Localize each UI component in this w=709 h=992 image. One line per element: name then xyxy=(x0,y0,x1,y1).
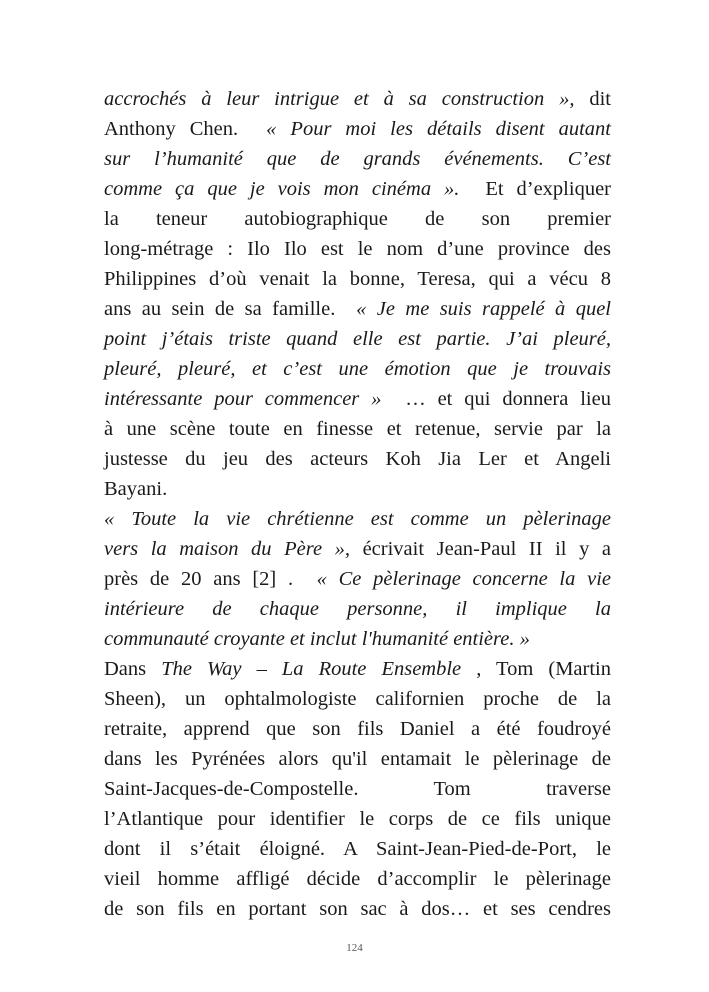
text-segment: vieil homme affligé décide d’accomplir le pèlerinage xyxy=(104,868,611,890)
italic-segment: accrochés à leur intrigue et à sa construction », xyxy=(104,88,575,110)
text-line xyxy=(104,264,611,294)
text-line xyxy=(104,744,611,774)
text-line xyxy=(104,444,611,474)
text-line xyxy=(104,504,611,534)
text-line xyxy=(104,414,611,444)
text-segment: dans les Pyrénées alors qu'il entamait le pèlerinage de xyxy=(104,748,611,770)
italic-segment: vers la maison du Père », xyxy=(104,538,351,560)
text-segment: l’Atlantique pour identifier le corps de ce fils unique xyxy=(104,808,611,830)
italic-segment: « Ce pèlerinage concerne la vie xyxy=(316,568,612,590)
text-line xyxy=(104,564,611,594)
italic-segment: The Way – La Route Ensemble xyxy=(161,658,462,680)
italic-segment: point j’étais triste quand elle est partie. J’ai pleuré, xyxy=(104,328,611,350)
italic-segment: intéressante pour commencer » xyxy=(104,388,382,410)
italic-segment: intérieure de chaque personne, il implique la xyxy=(104,598,611,620)
text-line xyxy=(104,144,611,174)
text-segment: Et d’expliquer xyxy=(459,178,611,200)
text-line xyxy=(104,864,611,894)
text-line xyxy=(104,294,611,324)
text-line xyxy=(104,834,611,864)
text-segment: Sheen), un ophtalmologiste californien proche de la xyxy=(104,688,611,710)
text-line xyxy=(104,534,611,564)
text-segment: à une scène toute en finesse et retenue, servie par la xyxy=(104,418,611,440)
italic-segment: sur l’humanité que de grands événements. C’est xyxy=(104,148,611,170)
italic-segment: communauté croyante et inclut l'humanité entière. » xyxy=(104,628,530,650)
text-line xyxy=(104,714,611,744)
text-segment: dont il s’était éloigné. A Saint-Jean-Pied-de-Port, le xyxy=(104,838,611,860)
text-line xyxy=(104,174,611,204)
text-segment: de son fils en portant son sac à dos… et ses cendres xyxy=(104,898,611,920)
text-segment: long-métrage : Ilo Ilo est le nom d’une province des xyxy=(104,238,611,260)
italic-segment: pleuré, pleuré, et c’est une émotion que je trouvais xyxy=(104,358,611,380)
page-body xyxy=(104,84,611,924)
text-segment: dit xyxy=(574,88,611,110)
text-line xyxy=(104,594,611,624)
text-line xyxy=(104,324,611,354)
text-line xyxy=(104,114,611,144)
text-segment: Bayani. xyxy=(104,478,168,500)
text-segment: écrivait Jean-Paul II il y a xyxy=(350,538,612,560)
italic-segment: « Toute la vie chrétienne est comme un pèlerinage xyxy=(104,508,611,530)
text-line xyxy=(104,84,611,114)
text-line xyxy=(104,804,611,834)
text-segment: Philippines d’où venait la bonne, Teresa, qui a vécu 8 xyxy=(104,268,611,290)
page-number: 124 xyxy=(346,942,363,954)
text-segment: Dans xyxy=(104,658,162,680)
text-line xyxy=(104,894,611,924)
text-segment: Saint-Jacques-de-Compostelle. Tom traverse xyxy=(104,778,611,800)
text-line xyxy=(104,684,611,714)
text-segment: ans au sein de sa famille. xyxy=(104,298,357,320)
text-segment: près de 20 ans [2] . xyxy=(104,568,317,590)
text-segment: retraite, apprend que son fils Daniel a été foudroyé xyxy=(104,718,611,740)
text-line xyxy=(104,354,611,384)
text-line xyxy=(104,384,611,414)
text-line xyxy=(104,204,611,234)
italic-segment: « Je me suis rappelé à quel xyxy=(356,298,611,320)
text-line xyxy=(104,774,611,804)
text-line xyxy=(104,654,611,684)
text-segment: la teneur autobiographique de son premier xyxy=(104,208,611,230)
text-segment: justesse du jeu des acteurs Koh Jia Ler et Angeli xyxy=(104,448,611,470)
italic-segment: « Pour moi les détails disent autant xyxy=(266,118,611,140)
text-line xyxy=(104,474,611,504)
italic-segment: comme ça que je vois mon cinéma ». xyxy=(104,178,460,200)
text-line xyxy=(104,234,611,264)
text-line xyxy=(104,624,611,654)
text-segment: … et qui donnera lieu xyxy=(381,388,611,410)
text-segment: , Tom (Martin xyxy=(461,658,611,680)
text-segment: Anthony Chen. xyxy=(104,118,267,140)
